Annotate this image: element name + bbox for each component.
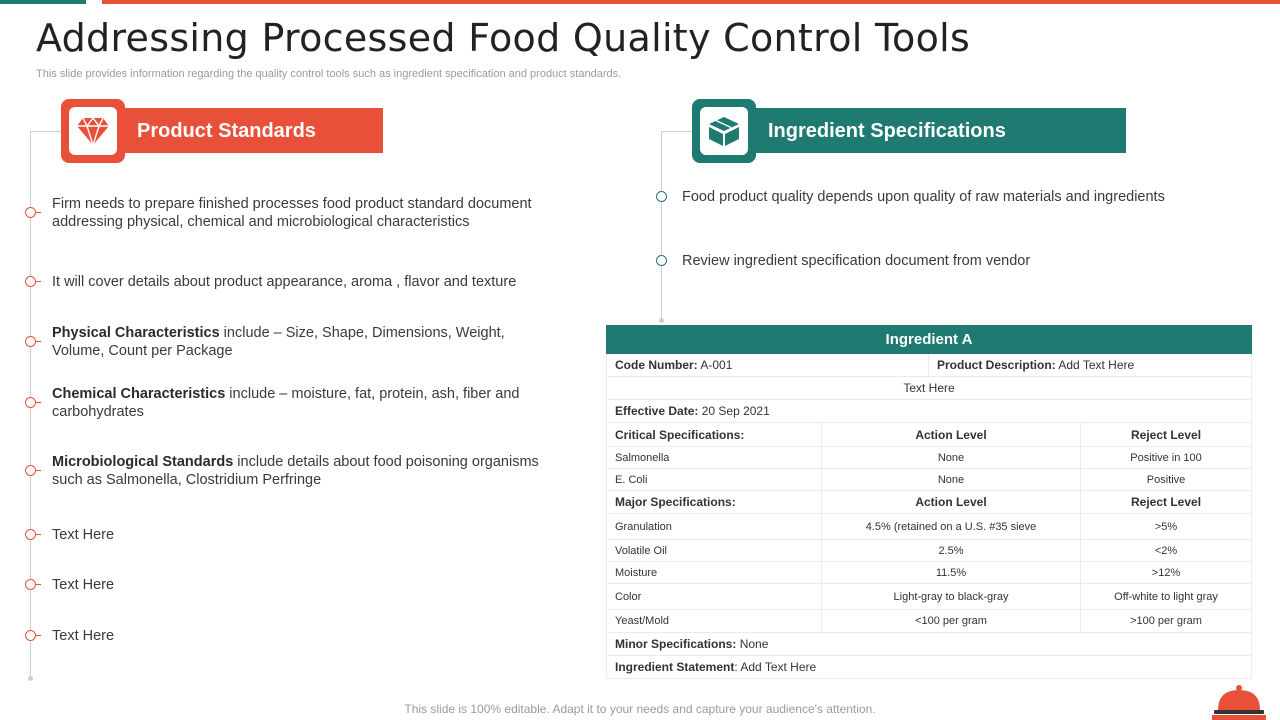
bullet-marker [25, 336, 36, 347]
right-timeline-end [659, 318, 664, 323]
bullet-marker [656, 255, 667, 266]
bullet-marker [25, 579, 36, 590]
is-item-1: Food product quality depends upon quality of raw materials and ingredients [682, 189, 1165, 205]
minor-specifications-cell: Minor Specifications: None [607, 633, 1252, 656]
right-timeline-line [661, 131, 662, 320]
ps-item-2: It will cover details about product appearance, aroma , flavor and texture [52, 274, 517, 290]
bullet-marker [656, 191, 667, 202]
table-row: Moisture 11.5% >12% [607, 562, 1252, 584]
ps-item-4: Chemical Characteristics include – moisture, fat, protein, ash, fiber and carbohydrates [52, 386, 520, 420]
text-here-cell: Text Here [607, 377, 1252, 400]
bullet-marker [25, 276, 36, 287]
ingredient-table [606, 325, 1252, 679]
page-title: Addressing Processed Food Quality Control Tools [36, 16, 971, 60]
ps-item-1: Firm needs to prepare finished processes food product standard document addressing physical, chemical and microbiological characteristics [52, 196, 532, 230]
ps-item-5: Microbiological Standards include details about food poisoning organisms such as Salmonella, Clostridium Perfringe [52, 454, 539, 488]
table-row [607, 377, 1252, 400]
bullet-marker [25, 630, 36, 641]
table-section-header: Critical Specifications: Action Level Reject Level [607, 423, 1252, 447]
table-row: Granulation 4.5% (retained on a U.S. #35 sieve >5% [607, 514, 1252, 540]
table-row: Salmonella None Positive in 100 [607, 447, 1252, 469]
is-item-2: Review ingredient specification document from vendor [682, 253, 1031, 269]
effective-date-cell: Effective Date: 20 Sep 2021 [607, 400, 1252, 423]
table-section-header: Major Specifications: Action Level Reject Level [607, 491, 1252, 514]
left-timeline-connector [30, 131, 62, 132]
product-standards-icon-box [61, 99, 125, 163]
table-title: Ingredient A [607, 326, 1252, 354]
table-row [607, 354, 1252, 377]
right-timeline-connector [661, 131, 693, 132]
bullet-marker [25, 465, 36, 476]
footer-note: This slide is 100% editable. Adapt it to your needs and capture your audience's attention. [404, 702, 876, 716]
table-row: Color Light-gray to black-gray Off-white to light gray [607, 584, 1252, 610]
ingredient-specifications-banner [730, 108, 1126, 153]
ingredient-specifications-icon-box [692, 99, 756, 163]
service-bell-icon [1212, 682, 1266, 720]
table-row: Yeast/Mold <100 per gram >100 per gram [607, 610, 1252, 633]
ingredient-statement-cell: Ingredient Statement: Add Text Here [607, 656, 1252, 679]
box-icon [706, 114, 742, 148]
product-standards-banner [100, 108, 383, 153]
bullet-marker [25, 397, 36, 408]
table-row [607, 656, 1252, 679]
table-header-row [607, 326, 1252, 354]
table-row: Volatile Oil 2.5% <2% [607, 540, 1252, 562]
product-standards-heading: Product Standards [137, 120, 316, 142]
top-accent-red [102, 0, 1280, 4]
ps-item-6: Text Here [52, 527, 115, 543]
ingredient-specifications-heading: Ingredient Specifications [768, 120, 1006, 142]
bullet-marker [25, 207, 36, 218]
product-description-cell: Product Description: Add Text Here [929, 354, 1252, 377]
ps-item-7: Text Here [52, 577, 115, 593]
bullet-marker [25, 529, 36, 540]
left-timeline-end [28, 676, 33, 681]
ps-item-8: Text Here [52, 628, 115, 644]
top-accent-teal [0, 0, 86, 4]
table-row [607, 633, 1252, 656]
table-row: E. Coli None Positive [607, 469, 1252, 491]
diamond-icon [75, 115, 111, 147]
page-subtitle: This slide provides information regarding the quality control tools such as ingredient specification and product standards. [36, 68, 622, 80]
ps-item-3: Physical Characteristics include – Size, Shape, Dimensions, Weight, Volume, Count per Package [52, 325, 505, 359]
table-row [607, 400, 1252, 423]
code-number-cell: Code Number: A-001 [607, 354, 929, 377]
